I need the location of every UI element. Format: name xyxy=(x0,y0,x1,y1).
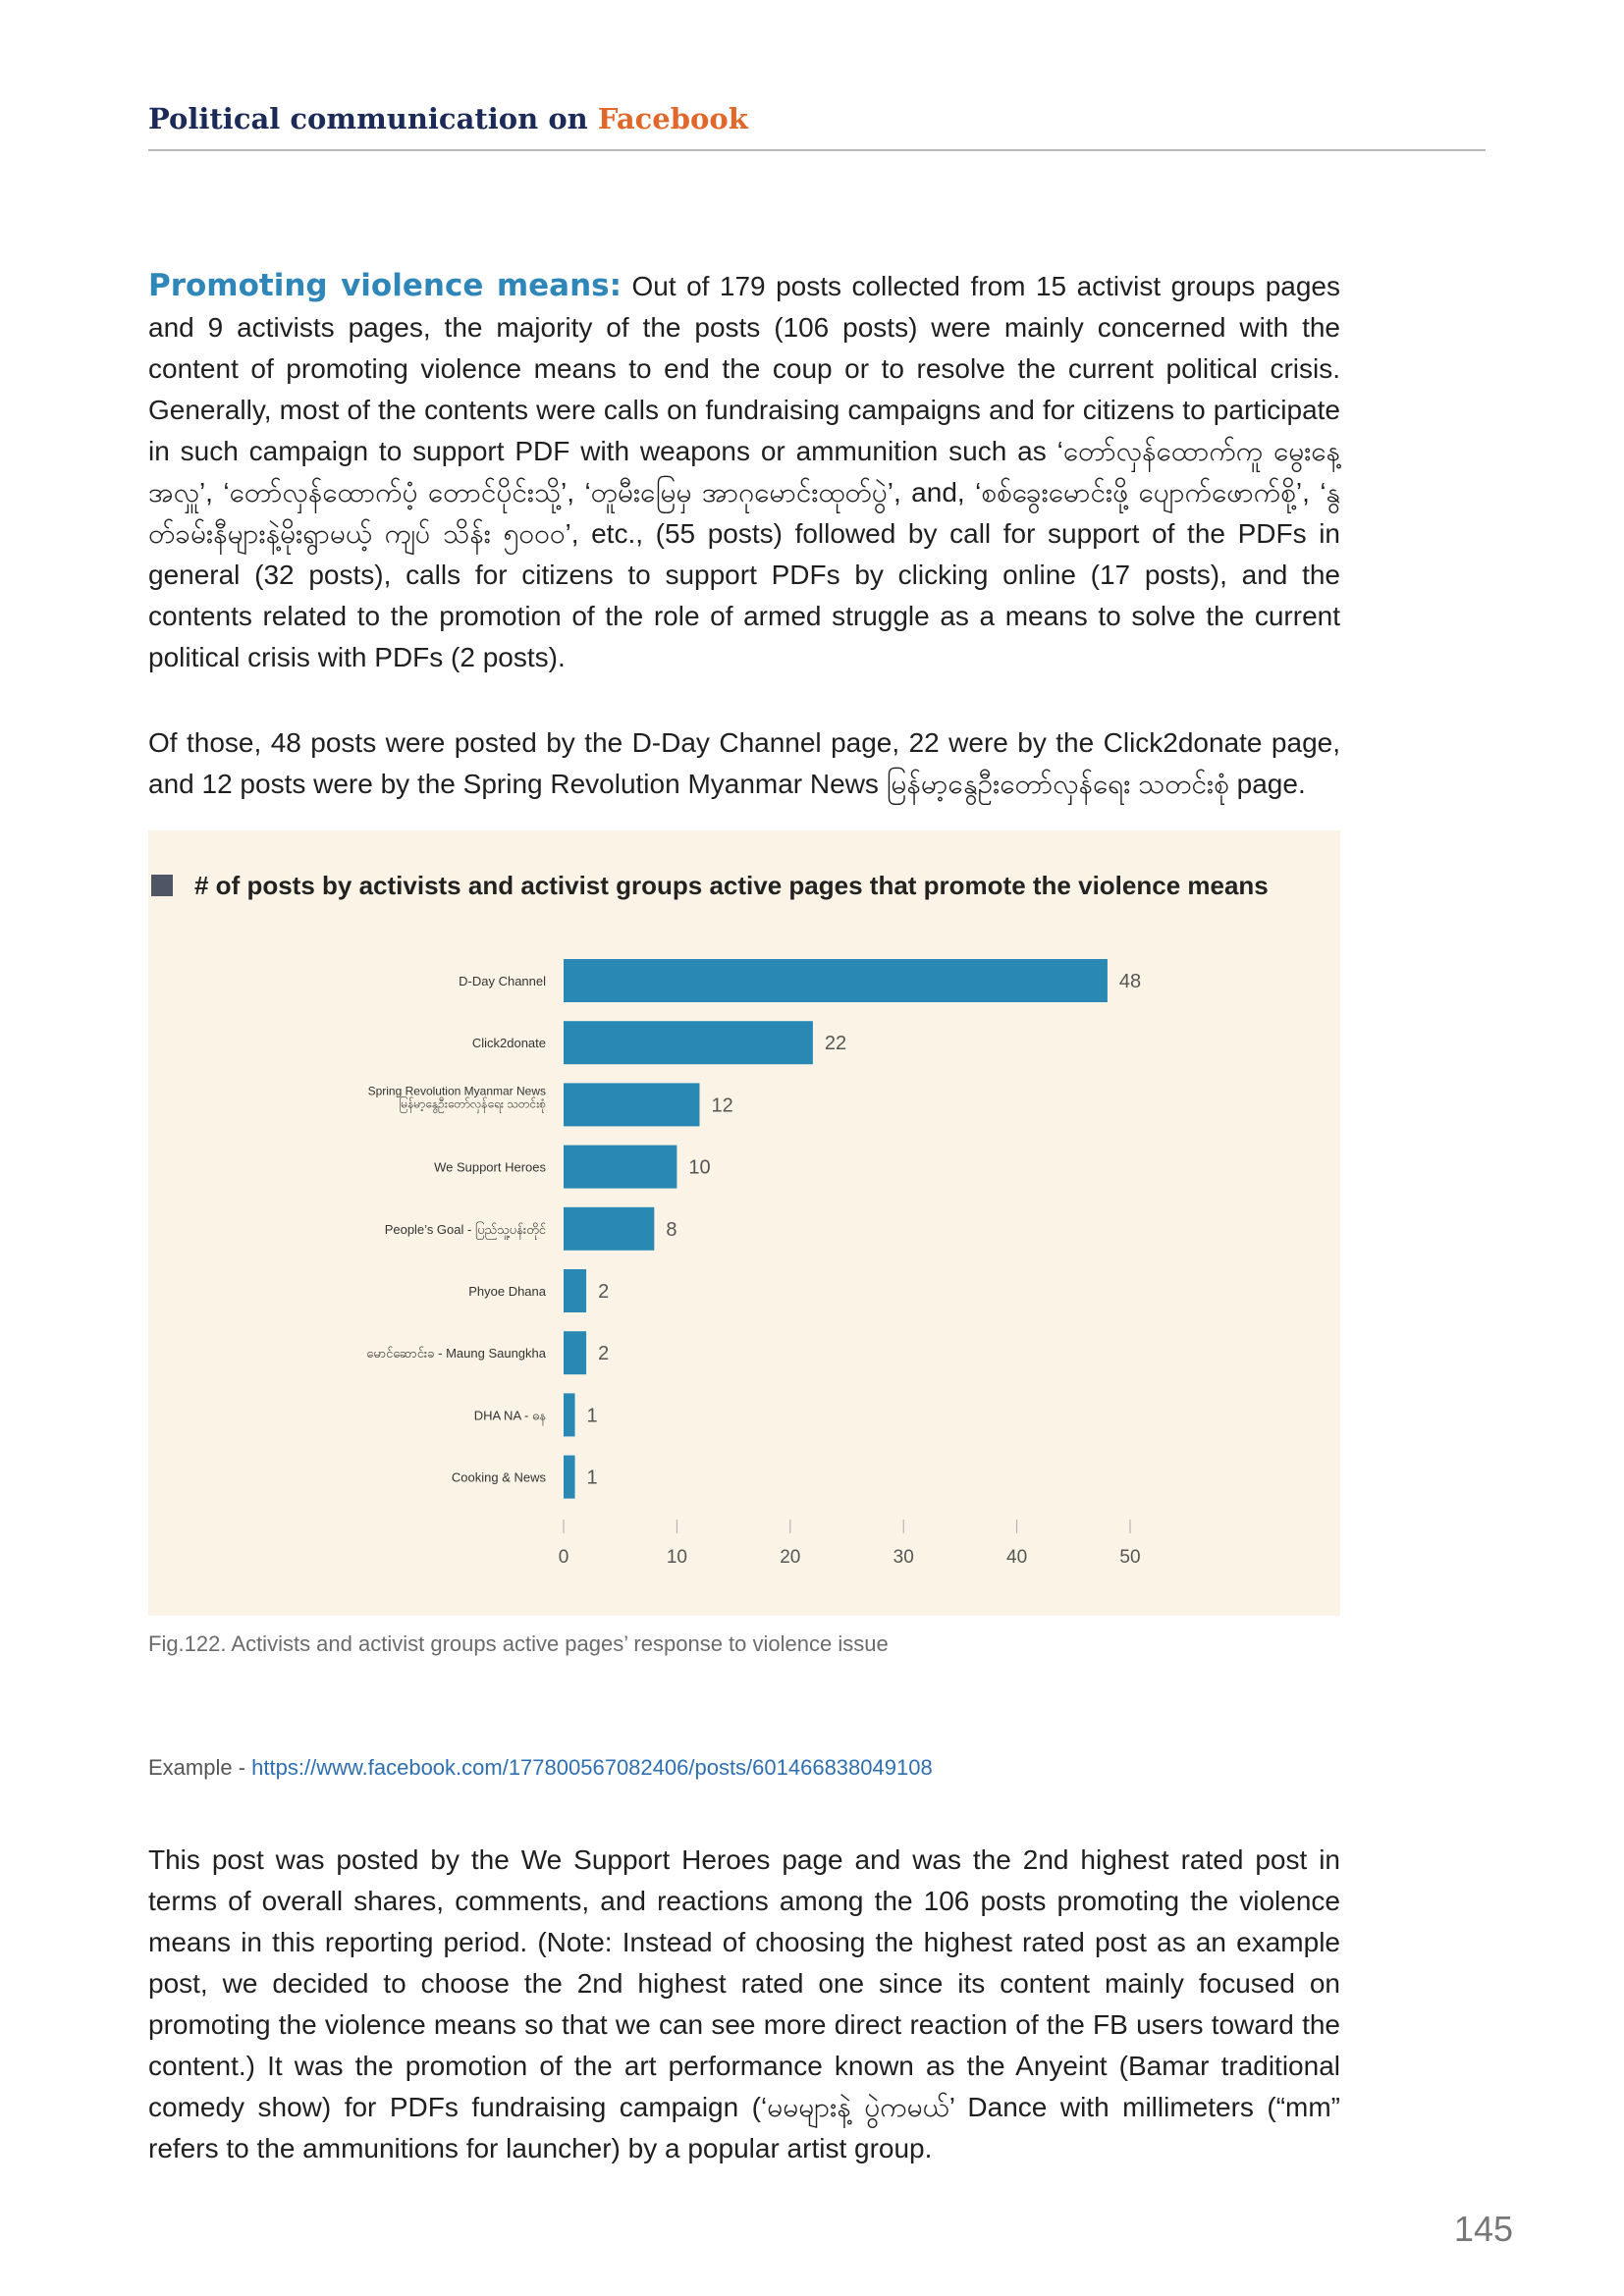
bar-chart xyxy=(148,830,1340,1616)
category-label: Phyoe Dhana xyxy=(468,1284,546,1299)
bar xyxy=(564,1456,575,1499)
bar xyxy=(564,1083,699,1126)
bar xyxy=(564,959,1108,1002)
x-tick-label: 20 xyxy=(780,1547,801,1568)
category-label: Spring Revolution Myanmar News xyxy=(367,1084,546,1098)
bar-value-label: 48 xyxy=(1118,971,1142,992)
bar-value-label: 22 xyxy=(824,1033,847,1055)
chart-title-text: # of posts by activists and activist groups active pages that promote the violence means xyxy=(194,871,1269,900)
category-label: We Support Heroes xyxy=(434,1159,546,1175)
category-label: People’s Goal - ပြည်သူ့ပန်းတိုင် xyxy=(384,1221,546,1237)
header-title-part2: Facebook xyxy=(597,102,748,135)
bar-value-label: 8 xyxy=(666,1218,677,1241)
paragraph1-text: Out of 179 posts collected from 15 activist groups pages and 9 activists pages, the majority of the posts (106 posts) were mainly concerned with the content of promoting violence means to end the coup or to resolve the current political crisis. Generally, most of the contents were calls on fundraising campaigns and for citizens to participate in such campaign to support PDF with weapons or ammunition such as ‘တော်လှန်ထောက်ကူ မွေးနေ့အလှူ’, ‘တော်လှန်ထောက်ပံ့ တောင်ပိုင်းသို့’, ‘တူမီးမြေမှ အာဂုမောင်းထုတ်ပွဲ’, and, ‘စစ်ခွေးမောင်းဖို့ ပျောက်ဖောက်စို့’, ‘နွတ်ခမ်းနီများနဲ့မိုးရွာမယ့် ကျပ် သိန်း ၅၀၀၀’, etc., (55 posts) followed by call for support of the PDFs in general (32 posts), calls for citizens to support PDFs by clicking online (17 posts), and the contents related to the promotion of the role of armed struggle as a means to solve the current political crisis with PDFs (2 posts). xyxy=(148,271,1340,672)
category-label: Click2donate xyxy=(471,1036,546,1051)
bar xyxy=(564,1146,677,1189)
category-label: D-Day Channel xyxy=(459,974,546,988)
x-tick-label: 30 xyxy=(893,1547,914,1568)
x-tick-label: 40 xyxy=(1006,1547,1028,1568)
category-label: DHA NA - ဓန xyxy=(473,1408,546,1423)
bar-value-label: 10 xyxy=(688,1156,711,1179)
bar xyxy=(564,1021,813,1064)
example-label: Example - xyxy=(148,1755,252,1780)
bar-value-label: 2 xyxy=(598,1281,610,1303)
figure-caption: Fig.122. Activists and activist groups active pages’ response to violence issue xyxy=(148,1631,889,1656)
bar xyxy=(564,1331,586,1374)
bar xyxy=(564,1207,654,1251)
page-number: 145 xyxy=(1453,2209,1513,2249)
category-label: မောင်ဆောင်းခ - Maung Saungkha xyxy=(366,1346,546,1362)
bar xyxy=(564,1393,575,1436)
chart-panel xyxy=(148,830,1340,1616)
bar-value-label: 12 xyxy=(711,1095,733,1117)
x-tick-label: 50 xyxy=(1119,1547,1141,1568)
header-title-part1: Political communication on xyxy=(148,102,598,135)
bar-value-label: 1 xyxy=(586,1405,598,1427)
bar-value-label: 1 xyxy=(586,1467,598,1489)
bar xyxy=(564,1269,586,1312)
running-header xyxy=(148,102,1486,151)
paragraph-violence-means xyxy=(148,265,1340,678)
category-label: မြန်မာ့နွေဦးတော်လှန်ရေး သတင်းစုံ xyxy=(399,1096,546,1111)
example-link[interactable]: https://www.facebook.com/177800567082406/posts/601466838049108 xyxy=(251,1755,933,1780)
example-line xyxy=(148,1753,1340,1783)
section-lead: Promoting violence means: xyxy=(148,268,622,303)
paragraph-top-pages: Of those, 48 posts were posted by the D-Day Channel page, 22 were by the Click2donate page, and 12 posts were by the Spring Revolution Myanmar News မြန်မာ့နွေဦးတော်လှန်ရေး သတင်းစုံ page. xyxy=(148,727,1340,799)
x-tick-label: 10 xyxy=(666,1547,687,1568)
bar-value-label: 2 xyxy=(598,1343,610,1365)
x-tick-label: 0 xyxy=(558,1547,569,1568)
paragraph-example-post: This post was posted by the We Support Heroes page and was the 2nd highest rated post in terms of overall shares, comments, and reactions among the 106 posts promoting the violence means in this reporting period. (Note: Instead of choosing the highest rated post as an example post, we decided to choose the 2nd highest rated one since its content mainly focused on promoting the violence means so that we can see more direct reaction of the FB users toward the content.) It was the promotion of the art performance known as the Anyeint (Bamar traditional comedy show) for PDFs fundraising campaign (‘မမများနဲ့ ပွဲကမယ်’ Dance with millimeters (“mm” refers to the ammunitions for launcher) by a popular artist group. xyxy=(148,1844,1340,2163)
category-label: Cooking & News xyxy=(451,1469,546,1485)
